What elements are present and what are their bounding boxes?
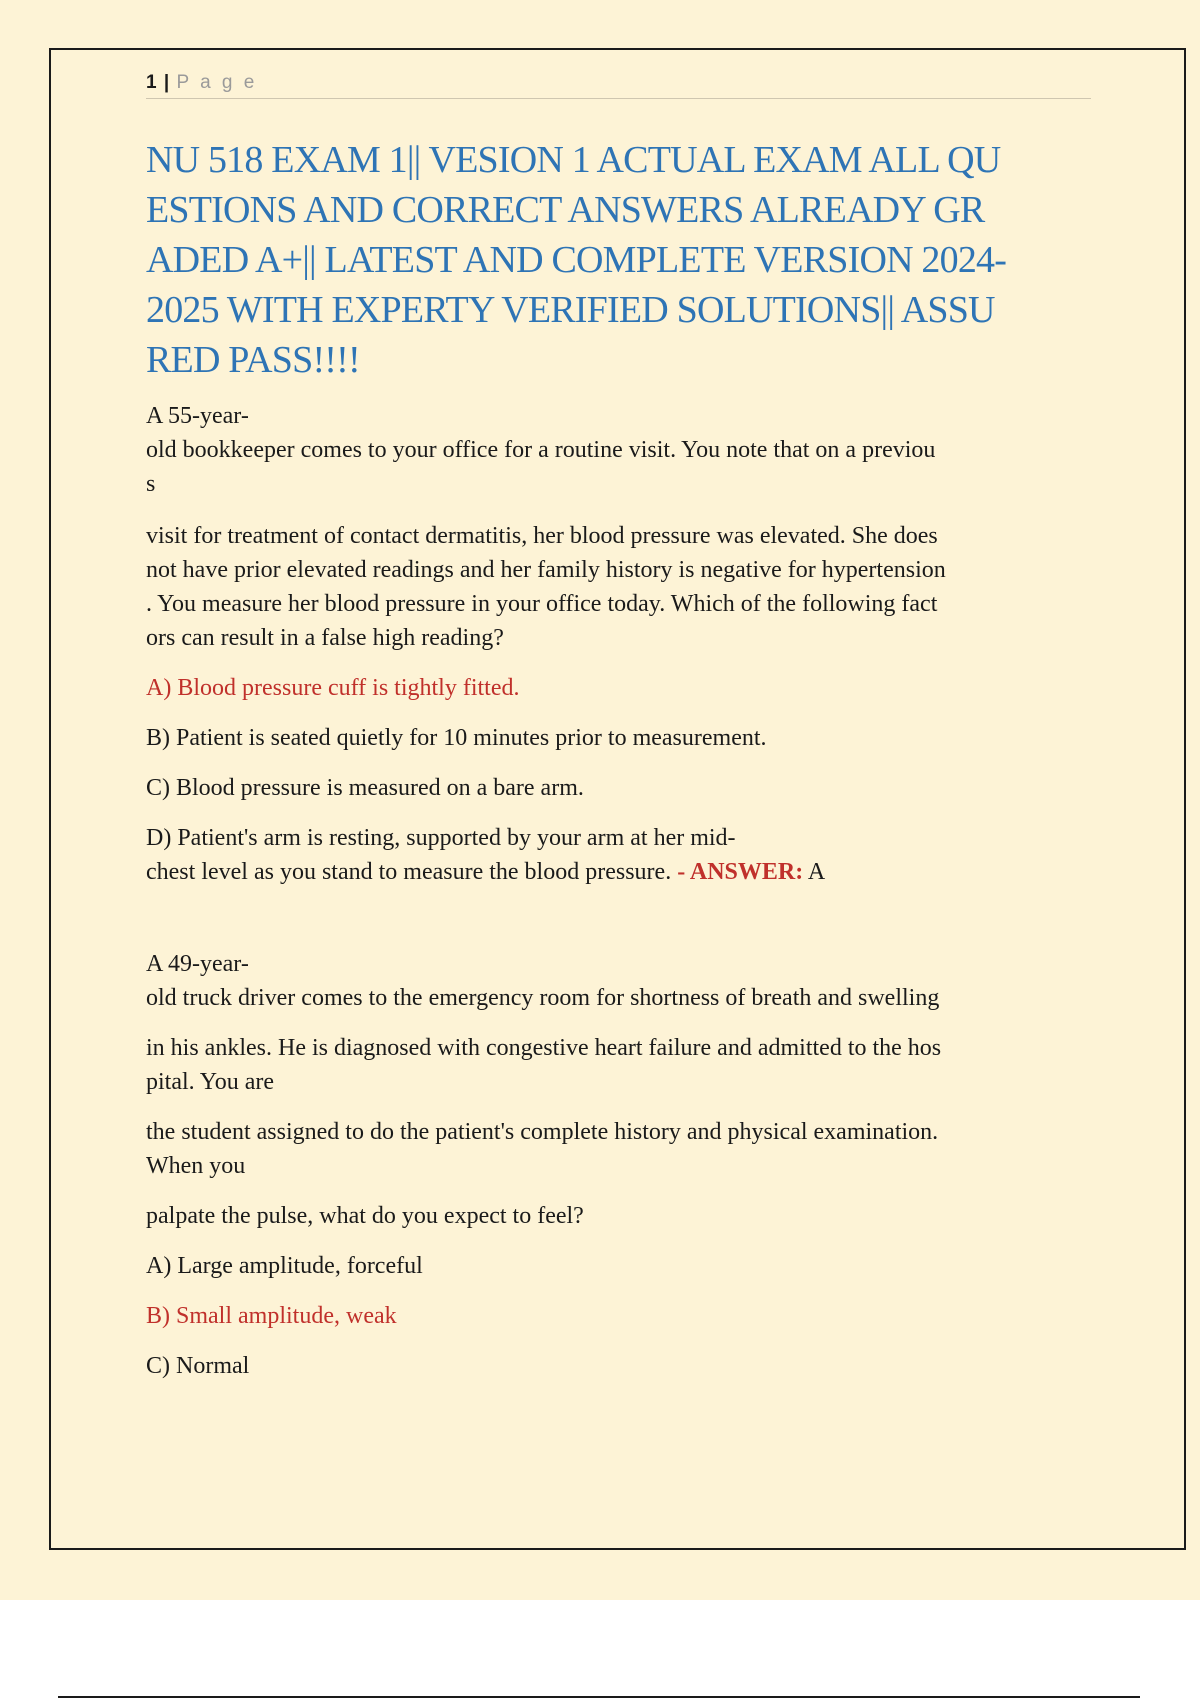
question-2-stem-line: the student assigned to do the patient's complete history and physical examination. xyxy=(146,1119,939,1145)
question-1-option-d-continued xyxy=(146,855,1091,889)
document-title xyxy=(146,135,1091,385)
question-2-stem-line: palpate the pulse, what do you expect to feel? xyxy=(146,1203,584,1229)
question-1-stem-line: not have prior elevated readings and her family history is negative for hypertension xyxy=(146,557,946,583)
question-1-option-d: D) Patient's arm is resting, supported by your arm at her mid- xyxy=(146,825,736,851)
question-1-stem-line: ors can result in a false high reading? xyxy=(146,625,504,651)
question-1-option-a: A) Blood pressure cuff is tightly fitted. xyxy=(146,675,520,701)
page-label: P a g e xyxy=(176,72,258,93)
bottom-rule xyxy=(58,1696,1140,1698)
question-1-stem-line: . You measure her blood pressure in your office today. Which of the following fact xyxy=(146,591,938,617)
question-2-stem-line: in his ankles. He is diagnosed with congestive heart failure and admitted to the hos xyxy=(146,1035,942,1061)
document-content xyxy=(146,72,1091,1383)
title-line: NU 518 EXAM 1|| VESION 1 ACTUAL EXAM ALL QU xyxy=(146,139,1001,181)
page-header xyxy=(146,72,1091,99)
page-number: 1 xyxy=(146,72,158,93)
title-line: 2025 WITH EXPERTY VERIFIED SOLUTIONS|| ASSU xyxy=(146,289,995,331)
answer-value: A xyxy=(807,859,826,885)
question-1-stem-line: s xyxy=(146,471,156,497)
question-1-stem-line: A 55-year- xyxy=(146,403,249,429)
question-2-stem-line: When you xyxy=(146,1153,246,1179)
question-1-option-b: B) Patient is seated quietly for 10 minutes prior to measurement. xyxy=(146,725,767,751)
question-1-stem-line: old bookkeeper comes to your office for a routine visit. You note that on a previou xyxy=(146,437,936,463)
question-1-option-d-text: chest level as you stand to measure the blood pressure. xyxy=(146,859,672,885)
question-1 xyxy=(146,399,1091,889)
question-1-stem-line: visit for treatment of contact dermatitis, her blood pressure was elevated. She does xyxy=(146,523,938,549)
question-2-stem-line: old truck driver comes to the emergency room for shortness of breath and swelling xyxy=(146,985,940,1011)
question-2-stem-line: A 49-year- xyxy=(146,951,249,977)
title-line: ADED A+|| LATEST AND COMPLETE VERSION 2024- xyxy=(146,239,1007,281)
question-2-stem-line: pital. You are xyxy=(146,1069,274,1095)
question-2-option-b: B) Small amplitude, weak xyxy=(146,1303,397,1329)
title-line: ESTIONS AND CORRECT ANSWERS ALREADY GR xyxy=(146,189,985,231)
question-2-option-c: C) Normal xyxy=(146,1353,250,1379)
question-2-option-a: A) Large amplitude, forceful xyxy=(146,1253,423,1279)
question-1-option-c: C) Blood pressure is measured on a bare arm. xyxy=(146,775,584,801)
question-2 xyxy=(146,947,1091,1383)
answer-label: - ANSWER: xyxy=(677,859,804,885)
page-separator: | xyxy=(163,72,171,93)
title-line: RED PASS!!!! xyxy=(146,339,360,381)
